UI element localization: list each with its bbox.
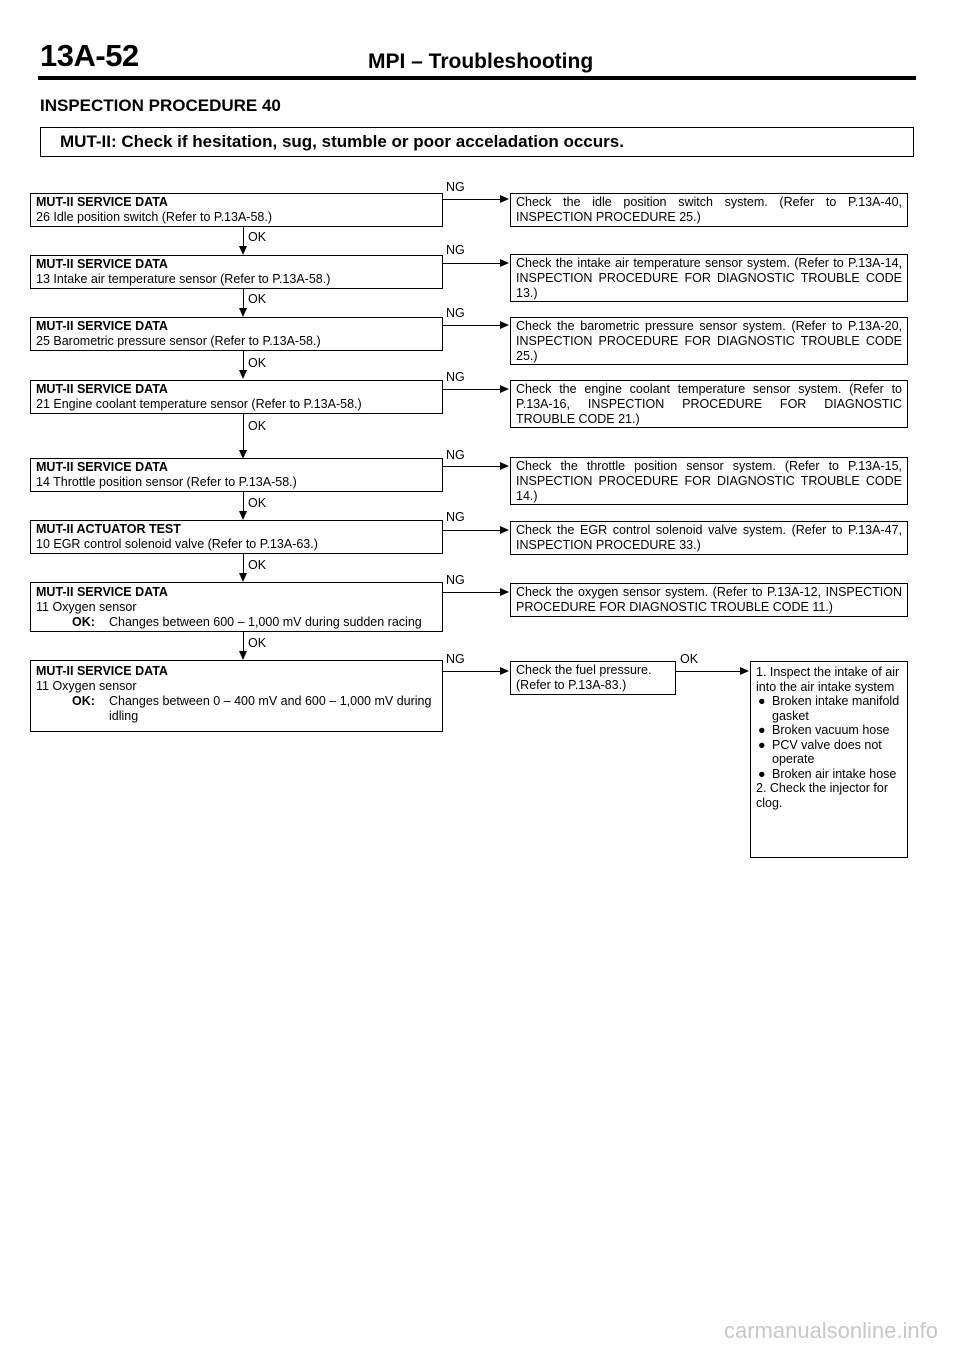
step-3-text: 25 Barometric pressure sensor (Refer to P.13A-58.) <box>36 334 321 348</box>
final-item-1: 1. Inspect the intake of air into the air intake system <box>756 665 900 694</box>
step-2-ng-action: Check the intake air temperature sensor system. (Refer to P.13A-14, INSPECTION PROCEDURE FOR DIAGNOSTIC TROUBLE CODE 13.) <box>516 256 902 300</box>
arrow-down-icon <box>239 308 247 317</box>
ng-label: NG <box>446 370 465 384</box>
ok-label: OK <box>248 292 267 306</box>
step-2-title: MUT-II SERVICE DATA <box>36 257 168 271</box>
ok-label: OK <box>248 496 267 510</box>
final-bullet-1 <box>756 694 904 723</box>
ng-connector <box>443 671 505 672</box>
ok-connector <box>243 414 244 455</box>
step-5-text: 14 Throttle position sensor (Refer to P.13A-58.) <box>36 475 297 489</box>
bullet-icon: ● <box>758 694 766 708</box>
step-1-ng-action: Check the idle position switch system. (Refer to P.13A-40, INSPECTION PROCEDURE 25.) <box>516 195 902 224</box>
final-bullet-4-text: Broken air intake hose <box>772 766 897 781</box>
ng-label: NG <box>446 510 465 524</box>
step-6-ng-action: Check the EGR control solenoid valve system. (Refer to P.13A-47, INSPECTION PROCEDURE 33.) <box>516 523 902 552</box>
bullet-icon: ● <box>758 723 766 737</box>
bullet-icon: ● <box>758 766 766 781</box>
step-7-ok-text: Changes between 600 – 1,000 mV during sudden racing <box>109 615 422 629</box>
ng-connector <box>443 530 505 531</box>
step-6-title: MUT-II ACTUATOR TEST <box>36 522 181 536</box>
ok-label: OK <box>248 230 267 244</box>
step-1-title: MUT-II SERVICE DATA <box>36 195 168 209</box>
step-1-text: 26 Idle position switch (Refer to P.13A-58.) <box>36 210 273 224</box>
symptom-text: MUT-II: Check if hesitation, sug, stumble or poor acceladation occurs. <box>60 132 624 151</box>
ng-connector <box>443 199 505 200</box>
step-2-text: 13 Intake air temperature sensor (Refer to P.13A-58.) <box>36 272 331 286</box>
final-action-content <box>756 665 904 810</box>
arrow-right-icon <box>740 667 749 675</box>
arrow-right-icon <box>500 321 509 329</box>
step-7-text: 11 Oxygen sensor <box>36 600 137 614</box>
ng-label: NG <box>446 448 465 462</box>
ng-label: NG <box>446 180 465 194</box>
arrow-down-icon <box>239 651 247 660</box>
ok-label: OK <box>248 356 267 370</box>
ng-label: NG <box>446 306 465 320</box>
ng-label: NG <box>446 573 465 587</box>
arrow-right-icon <box>500 385 509 393</box>
header-rule <box>38 76 916 80</box>
step-8-title: MUT-II SERVICE DATA <box>36 664 168 678</box>
step-8-ok-text: Changes between 0 – 400 mV and 600 – 1,000 mV during idling <box>109 694 432 723</box>
arrow-down-icon <box>239 511 247 520</box>
arrow-right-icon <box>500 588 509 596</box>
ng-connector <box>443 325 505 326</box>
step-4-text: 21 Engine coolant temperature sensor (Refer to P.13A-58.) <box>36 397 362 411</box>
arrow-right-icon <box>500 195 509 203</box>
arrow-right-icon <box>500 526 509 534</box>
step-3-title: MUT-II SERVICE DATA <box>36 319 168 333</box>
step-7-ng-action: Check the oxygen sensor system. (Refer to P.13A-12, INSPECTION PROCEDURE FOR DIAGNOSTIC TROUBLE CODE 11.) <box>516 585 902 614</box>
arrow-down-icon <box>239 246 247 255</box>
ng-connector <box>443 389 505 390</box>
final-bullet-2 <box>756 723 904 738</box>
step-8-text: 11 Oxygen sensor <box>36 679 137 693</box>
arrow-right-icon <box>500 462 509 470</box>
ng-label: NG <box>446 243 465 257</box>
step-5-ng-action: Check the throttle position sensor system. (Refer to P.13A-15, INSPECTION PROCEDURE FOR DIAGNOSTIC TROUBLE CODE 14.) <box>516 459 902 503</box>
arrow-right-icon <box>500 667 509 675</box>
arrow-down-icon <box>239 573 247 582</box>
bullet-icon: ● <box>758 737 766 752</box>
step-7-ok-label: OK: <box>72 615 95 629</box>
final-item-2: 2. Check the injector for clog. <box>756 781 889 810</box>
procedure-title: INSPECTION PROCEDURE 40 <box>40 96 281 115</box>
step-6-text: 10 EGR control solenoid valve (Refer to P.13A-63.) <box>36 537 318 551</box>
arrow-right-icon <box>500 259 509 267</box>
arrow-down-icon <box>239 370 247 379</box>
final-bullet-1-text: Broken intake manifold gasket <box>772 694 900 723</box>
fuel-pressure-action: Check the fuel pressure. (Refer to P.13A-83.) <box>516 663 652 692</box>
step-7-title: MUT-II SERVICE DATA <box>36 585 168 599</box>
ng-connector <box>443 466 505 467</box>
ok-label: OK <box>248 419 267 433</box>
final-bullet-2-text: Broken vacuum hose <box>772 723 890 737</box>
step-5-title: MUT-II SERVICE DATA <box>36 460 168 474</box>
page-number: 13A-52 <box>40 38 139 73</box>
header-title: MPI – Troubleshooting <box>368 50 594 73</box>
watermark: carmanualsonline.info <box>723 1318 938 1343</box>
ng-label: NG <box>446 652 465 666</box>
step-4-ng-action: Check the engine coolant temperature sensor system. (Refer to P.13A-16, INSPECTION PROCEDURE FOR DIAGNOSTIC TROUBLE CODE 21.) <box>516 382 902 426</box>
step-4-title: MUT-II SERVICE DATA <box>36 382 168 396</box>
ng-connector <box>443 263 505 264</box>
final-bullet-4 <box>756 767 904 782</box>
step-8-ok-label: OK: <box>72 694 95 708</box>
ok-label: OK <box>248 636 267 650</box>
ng-connector <box>443 592 505 593</box>
final-bullet-3 <box>756 738 904 767</box>
final-bullet-3-text: PCV valve does not operate <box>772 737 882 766</box>
ok-connector-right <box>676 671 745 672</box>
ok-label: OK <box>680 652 699 666</box>
step-3-ng-action: Check the barometric pressure sensor system. (Refer to P.13A-20, INSPECTION PROCEDURE FOR DIAGNOSTIC TROUBLE CODE 25.) <box>516 319 902 363</box>
ok-label: OK <box>248 558 267 572</box>
